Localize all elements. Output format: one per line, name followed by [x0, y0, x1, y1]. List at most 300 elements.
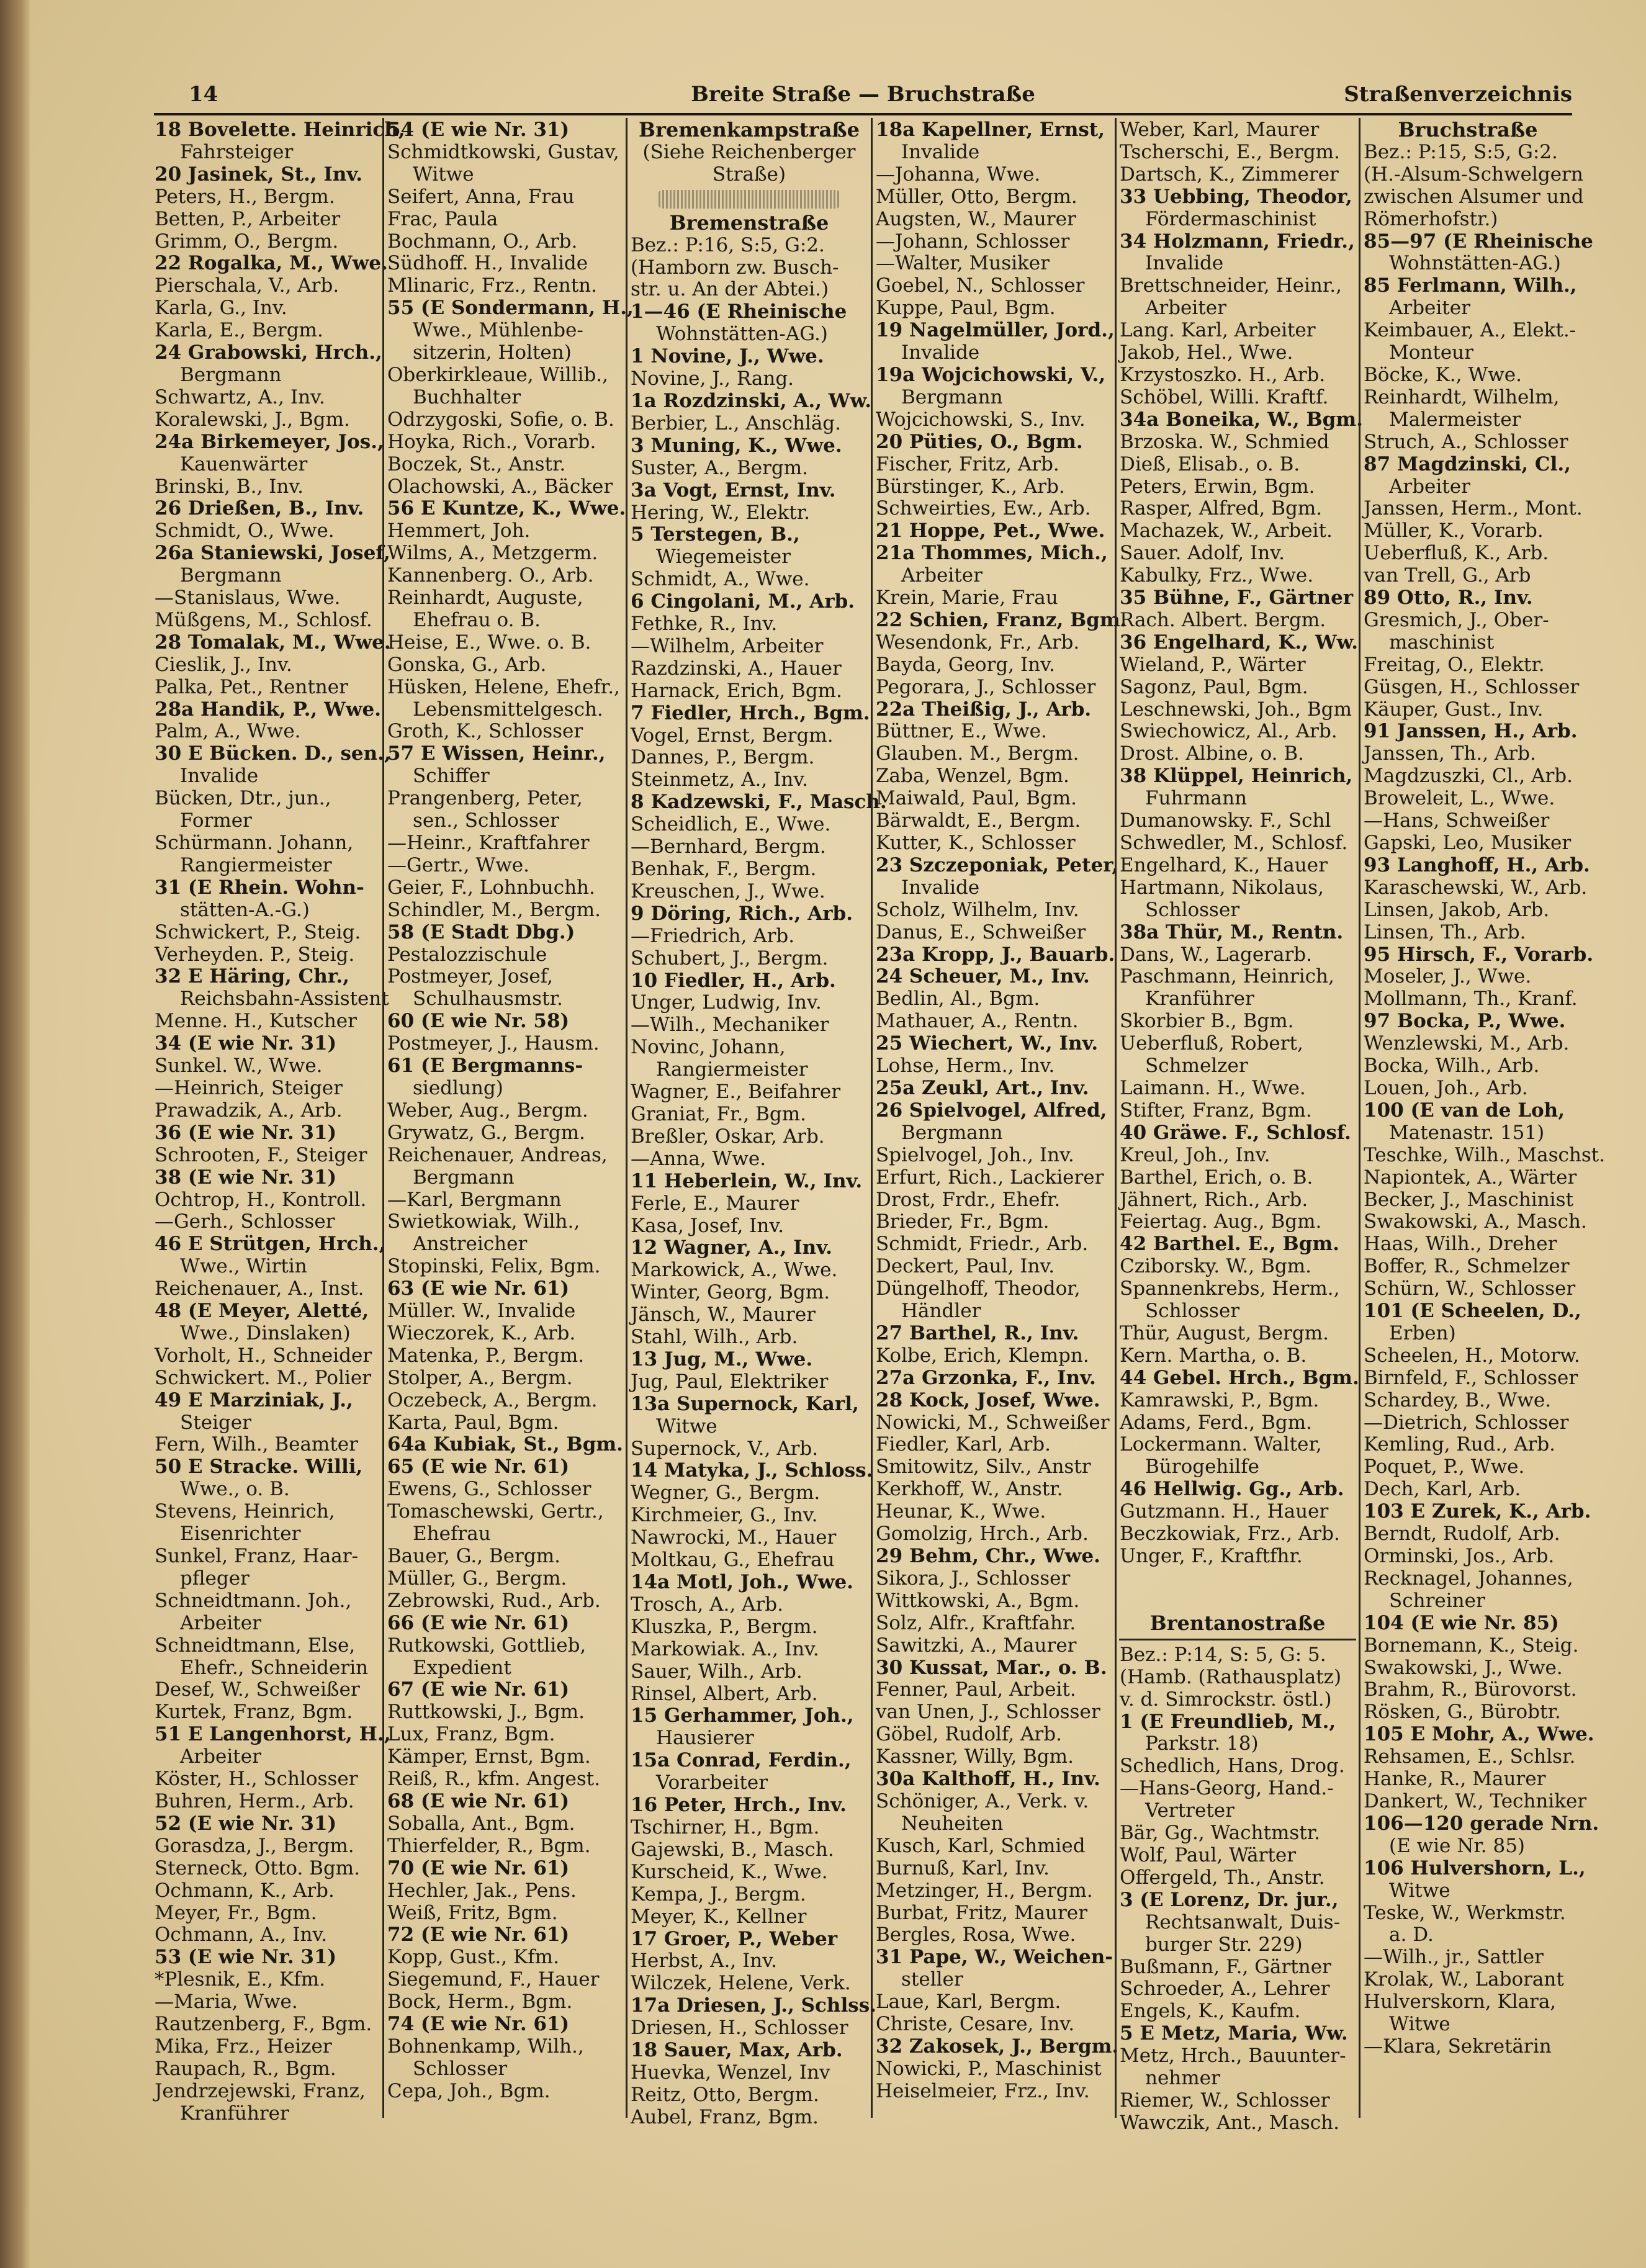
house-entry: 21a Thommes, Mich.,: [876, 542, 1108, 565]
resident-entry: Drost. Albine, o. B.: [1120, 742, 1304, 765]
resident-entry: Zebrowski, Rud., Arb.: [387, 1589, 601, 1612]
resident-entry: stätten-A.-G.): [180, 898, 310, 921]
resident-entry: Erfurt, Rich., Lackierer: [876, 1166, 1104, 1189]
resident-entry: Invalide: [901, 341, 980, 364]
resident-entry: Kranführer: [1145, 988, 1254, 1010]
house-entry: 30 E Bücken. D., sen.,: [155, 742, 391, 765]
house-entry: 87 Magdzinski, Cl.,: [1364, 452, 1571, 475]
resident-entry: Kusch, Karl, Schmied: [876, 1834, 1086, 1857]
resident-entry: Schardey, B., Wwe.: [1364, 1388, 1552, 1411]
resident-entry: Bedlin, Al., Bgm.: [876, 988, 1040, 1010]
resident-entry: Invalide: [1145, 252, 1224, 275]
resident-entry: Janssen, Herm., Mont.: [1364, 497, 1583, 520]
resident-entry: Danus, E., Schweißer: [876, 920, 1086, 943]
resident-entry: Desef, W., Schweißer: [155, 1678, 360, 1701]
resident-entry: Rehsamen, E., Schlsr.: [1364, 1745, 1576, 1768]
house-entry: 66 (E wie Nr. 61): [387, 1611, 570, 1634]
resident-entry: Engelhard, K., Hauer: [1120, 853, 1328, 876]
resident-entry: Teske, W., Werkmstr.: [1364, 1901, 1566, 1924]
house-entry: 52 (E wie Nr. 31): [155, 1812, 337, 1835]
house-entry: 85 Ferlmann, Wilh.,: [1364, 274, 1577, 297]
house-entry: 29 Behm, Chr., Wwe.: [876, 1545, 1100, 1567]
resident-entry: Gutzmann. H., Hauer: [1120, 1500, 1329, 1523]
resident-entry: Büttner, E., Wwe.: [876, 720, 1047, 743]
house-entry: 55 (E Sondermann, H.,: [387, 297, 634, 320]
resident-entry: Mathauer, A., Rentn.: [876, 1010, 1079, 1033]
resident-entry: Steiger: [180, 1411, 251, 1434]
resident-entry: Schneidtmann. Joh.,: [155, 1589, 352, 1612]
resident-entry: steller: [901, 1968, 963, 1991]
house-entry: 97 Bocka, P., Wwe.: [1364, 1010, 1566, 1033]
resident-entry: Rach. Albert. Bergm.: [1120, 608, 1326, 631]
resident-entry: Feiertag. Aug., Bgm.: [1120, 1210, 1322, 1233]
house-entry: 89 Otto, R., Inv.: [1364, 587, 1533, 610]
house-entry: 32 Zakosek, J., Bergm.: [876, 2035, 1119, 2058]
resident-entry: Ehefrau: [413, 1523, 491, 1546]
resident-entry: Bergmann: [901, 1121, 1003, 1144]
resident-entry: van Unen, J., Schlosser: [876, 1701, 1100, 1724]
resident-entry: Supernock, V., Arb.: [631, 1437, 819, 1460]
resident-entry: —Wilh., jr., Sattler: [1364, 1946, 1544, 1969]
resident-entry: Deckert, Paul, Inv.: [876, 1255, 1055, 1278]
resident-entry: burger Str. 229): [1145, 1933, 1303, 1956]
house-entry: 24a Birkemeyer, Jos.,: [155, 430, 384, 453]
resident-entry: Moltkau, G., Ehefrau: [631, 1549, 835, 1572]
house-entry: 8 Kadzewski, F., Masch.: [631, 791, 887, 814]
resident-entry: Aubel, Franz, Bgm.: [631, 2105, 819, 2128]
resident-entry: Jänsch, W., Maurer: [631, 1303, 816, 1326]
resident-entry: sen., Schlosser: [413, 809, 559, 832]
resident-entry: Stolper, A., Bergm.: [387, 1366, 573, 1389]
resident-entry: Käuper, Gust., Inv.: [1364, 698, 1544, 721]
resident-entry: —Johann, Schlosser: [876, 230, 1070, 253]
resident-entry: Buchhalter: [413, 385, 521, 408]
resident-entry: Wegner, G., Bergm.: [631, 1482, 821, 1505]
resident-entry: Müßgens, M., Schlosf.: [155, 608, 372, 631]
resident-entry: —Bernhard, Bergm.: [631, 835, 826, 858]
resident-entry: Herbst, A., Inv.: [631, 1950, 777, 1973]
house-entry: 24 Scheuer, M., Inv.: [876, 965, 1090, 988]
resident-entry: Bergmann: [180, 363, 282, 386]
resident-entry: Schulhausmstr.: [413, 988, 563, 1010]
resident-entry: Fethke, R., Inv.: [631, 613, 778, 636]
house-entry: 34a Boneika, W., Bgm.: [1120, 408, 1363, 431]
resident-entry: Expedient: [413, 1656, 511, 1679]
house-entry: 42 Barthel. E., Bgm.: [1120, 1233, 1339, 1256]
resident-entry: Hausierer: [656, 1727, 754, 1750]
resident-entry: Bocka, Wilh., Arb.: [1364, 1055, 1540, 1078]
house-entry: 63 (E wie Nr. 61): [387, 1277, 570, 1300]
resident-entry: Drost, Frdr., Ehefr.: [876, 1188, 1061, 1211]
resident-entry: Ruttkowski, J., Bgm.: [387, 1701, 585, 1724]
house-entry: 50 E Stracke. Willi,: [155, 1456, 363, 1478]
resident-entry: Ueberfluß, Robert,: [1120, 1032, 1303, 1055]
house-entry: 1—46 (E Rheinische: [631, 300, 847, 323]
resident-entry: Spielvogel, Joh., Inv.: [876, 1143, 1074, 1166]
resident-entry: Wohnstätten-AG.): [656, 323, 828, 346]
resident-entry: Sauer. Adolf, Inv.: [1120, 542, 1285, 565]
resident-entry: Reitz, Otto, Bergm.: [631, 2083, 819, 2106]
resident-entry: Boffer, R., Schmelzer: [1364, 1255, 1570, 1278]
resident-entry: —Gertr., Wwe.: [387, 853, 529, 876]
resident-entry: —Wilhelm, Arbeiter: [631, 634, 824, 657]
resident-entry: Dieß, Elisab., o. B.: [1120, 452, 1300, 475]
house-entry: 26 Drießen, B., Inv.: [155, 497, 364, 520]
resident-entry: Palm, A., Wwe.: [155, 720, 301, 743]
resident-entry: Scheelen, H., Motorw.: [1364, 1344, 1580, 1367]
resident-entry: Schneidtmann, Else,: [155, 1634, 356, 1657]
resident-entry: Stifter, Franz, Bgm.: [1120, 1099, 1312, 1122]
resident-entry: Wolf, Paul, Wärter: [1120, 1843, 1297, 1866]
resident-entry: Kurtek, Franz, Bgm.: [155, 1701, 353, 1724]
resident-entry: Swakowski, A., Masch.: [1364, 1210, 1587, 1233]
house-entry: 5 E Metz, Maria, Ww.: [1120, 2022, 1348, 2045]
resident-entry: Raupach, R., Bgm.: [155, 2057, 336, 2080]
resident-entry: Tschirner, H., Bgm.: [631, 1816, 820, 1838]
resident-entry: pfleger: [180, 1567, 250, 1590]
resident-entry: Reichsbahn-Assistent: [180, 988, 389, 1010]
resident-entry: Spannenkrebs, Herm.,: [1120, 1277, 1340, 1300]
resident-entry: Solz, Alfr., Kraftfahr.: [876, 1611, 1076, 1634]
house-entry: 100 (E van de Loh,: [1364, 1099, 1565, 1122]
resident-entry: Arbeiter: [180, 1611, 261, 1634]
house-entry: 28a Handik, P., Wwe.: [155, 698, 382, 721]
resident-entry: Schwedler, M., Schlosf.: [1120, 832, 1348, 854]
resident-entry: str. u. An der Abtei.): [631, 278, 829, 301]
resident-entry: Gajewski, B., Masch.: [631, 1838, 834, 1861]
house-entry: 1 Novine, J., Wwe.: [631, 345, 824, 368]
house-entry: 20 Jasinek, St., Inv.: [155, 163, 363, 186]
resident-entry: Gapski, Leo, Musiker: [1364, 832, 1572, 854]
resident-entry: Grimm, O., Bergm.: [155, 230, 339, 253]
resident-entry: Janssen, Th., Arb.: [1364, 742, 1536, 765]
house-entry: 38 (E wie Nr. 31): [155, 1166, 337, 1189]
resident-entry: Unger, F., Kraftfhr.: [1120, 1545, 1303, 1567]
resident-entry: Pierschala, V., Arb.: [155, 274, 340, 297]
resident-entry: Lang. Karl, Arbeiter: [1120, 319, 1316, 342]
resident-entry: Weiß, Fritz, Bgm.: [387, 1901, 558, 1924]
resident-entry: Becker, J., Maschinist: [1364, 1188, 1573, 1211]
resident-entry: Müller. W., Invalide: [387, 1300, 576, 1323]
resident-entry: Driesen, H., Schlosser: [631, 2017, 848, 2040]
resident-entry: —Karl, Bergmann: [387, 1188, 562, 1211]
resident-entry: Sunkel, Franz, Haar-: [155, 1545, 359, 1567]
resident-entry: Metzinger, H., Bergm.: [876, 1879, 1093, 1902]
resident-entry: Hanke, R., Maurer: [1364, 1768, 1546, 1791]
resident-entry: Skorbier B., Bgm.: [1120, 1010, 1294, 1033]
resident-entry: Metz, Hrch., Bauunter-: [1120, 2045, 1346, 2068]
resident-entry: Müller, K., Vorarb.: [1364, 520, 1544, 542]
resident-entry: Schedlich, Hans, Drog.: [1120, 1755, 1345, 1778]
house-entry: 16 Peter, Hrch., Inv.: [631, 1794, 847, 1817]
resident-entry: Kasa, Josef, Inv.: [631, 1214, 785, 1237]
resident-entry: Nowicki, M., Schweißer: [876, 1411, 1110, 1434]
resident-entry: Invalide: [901, 140, 980, 163]
house-entry: 68 (E wie Nr. 61): [387, 1789, 570, 1812]
resident-entry: Fischer, Fritz, Arb.: [876, 452, 1059, 475]
house-entry: 56 E Kuntze, K., Wwe.: [387, 497, 626, 520]
resident-entry: Winter, Georg, Bgm.: [631, 1281, 830, 1304]
resident-entry: Pegorara, J., Schlosser: [876, 675, 1096, 698]
resident-entry: Karla, E., Bergm.: [155, 319, 323, 342]
resident-entry: Schubert, J., Bergm.: [631, 947, 829, 970]
resident-entry: Sikora, J., Schlosser: [876, 1567, 1071, 1590]
resident-entry: Cziborsky. W., Bgm.: [1120, 1255, 1311, 1278]
page-number: 14: [189, 82, 218, 107]
house-entry: 103 E Zurek, K., Arb.: [1364, 1500, 1591, 1523]
resident-entry: Betten, P., Arbeiter: [155, 207, 341, 230]
resident-entry: —Hans-Georg, Hand.-: [1120, 1777, 1334, 1800]
resident-entry: Trosch, A., Arb.: [631, 1593, 783, 1616]
resident-entry: Krolak, W., Laborant: [1364, 1968, 1564, 1991]
resident-entry: —Stanislaus, Wwe.: [155, 587, 341, 610]
house-entry: 22a Theißig, J., Arb.: [876, 698, 1092, 721]
resident-entry: Hemmert, Joh.: [387, 520, 531, 542]
resident-entry: Schürmann. Johann,: [155, 832, 354, 854]
resident-entry: Witwe: [656, 1415, 717, 1438]
resident-entry: Dannes, P., Bergm.: [631, 746, 815, 769]
resident-entry: Rautzenberg, F., Bgm.: [155, 2013, 372, 2036]
resident-entry: Köster, H., Schlosser: [155, 1768, 358, 1791]
resident-entry: Kreuschen, J., Wwe.: [631, 880, 825, 902]
resident-entry: Former: [180, 809, 252, 832]
resident-entry: Recknagel, Johannes,: [1364, 1567, 1573, 1590]
resident-entry: sitzerin, Holten): [413, 341, 572, 364]
resident-entry: Böcke, K., Wwe.: [1364, 363, 1522, 386]
resident-entry: Südhoff. H., Invalide: [387, 252, 588, 275]
resident-entry: Matenka, P., Bergm.: [387, 1344, 585, 1367]
house-entry: 14 Matyka, J., Schloss.: [631, 1459, 873, 1482]
resident-entry: Unger, Ludwig, Inv.: [631, 991, 822, 1014]
resident-entry: Kuppe, Paul, Bgm.: [876, 297, 1056, 320]
resident-entry: Birnfeld, F., Schlosser: [1364, 1366, 1578, 1389]
resident-entry: Invalide: [180, 765, 259, 788]
house-entry: 67 (E wie Nr. 61): [387, 1678, 570, 1701]
resident-entry: Kurscheid, K., Wwe.: [631, 1860, 828, 1883]
resident-entry: Kassner, Willy, Bgm.: [876, 1745, 1074, 1768]
resident-entry: Karla, G., Inv.: [155, 297, 287, 320]
resident-entry: Anstreicher: [413, 1233, 528, 1256]
house-entry: 46 Hellwig. Gg., Arb.: [1120, 1478, 1344, 1501]
resident-entry: a. D.: [1389, 1924, 1434, 1946]
resident-entry: Prangenberg, Peter,: [387, 787, 583, 810]
resident-entry: Poquet, P., Wwe.: [1364, 1456, 1525, 1478]
resident-entry: Freitag, O., Elektr.: [1364, 653, 1545, 676]
resident-entry: Verheyden. P., Steig.: [155, 943, 355, 966]
resident-entry: Bär, Gg., Wachtmstr.: [1120, 1822, 1321, 1845]
resident-entry: Dumanowsky. F., Schl: [1120, 809, 1331, 832]
resident-entry: —Dietrich, Schlosser: [1364, 1411, 1569, 1434]
house-entry: 53 (E wie Nr. 31): [155, 1946, 337, 1969]
house-entry: 14a Motl, Joh., Wwe.: [631, 1571, 853, 1593]
resident-entry: Wenzlewski, M., Arb.: [1364, 1032, 1570, 1055]
resident-entry: Bayda, Georg, Inv.: [876, 653, 1055, 676]
house-entry: 12 Wagner, A., Inv.: [631, 1236, 832, 1259]
resident-entry: Swakowski, J., Wwe.: [1364, 1656, 1563, 1679]
resident-entry: Kranführer: [180, 2102, 289, 2125]
resident-entry: *Plesnik, E., Kfm.: [155, 1968, 325, 1991]
resident-entry: Schmidt, A., Wwe.: [631, 568, 810, 591]
resident-entry: Schwartz, A., Inv.: [155, 385, 325, 408]
resident-entry: Vorholt, H., Schneider: [155, 1344, 372, 1367]
resident-entry: Swietkowiak, Wilh.,: [387, 1210, 580, 1233]
resident-entry: Wwe., Wirtin: [180, 1255, 307, 1278]
house-entry: 57 E Wissen, Heinr.,: [387, 742, 606, 765]
street-heading: Brentanostraße: [1149, 1611, 1326, 1635]
resident-entry: Burnuß, Karl, Inv.: [876, 1856, 1050, 1879]
resident-entry: Kern. Martha, o. B.: [1120, 1344, 1307, 1367]
spacer: [1117, 1590, 1359, 1613]
resident-entry: Schwickert, P., Steig.: [155, 920, 361, 943]
house-entry: 31 (E Rhein. Wohn-: [155, 876, 364, 899]
resident-entry: Arbeiter: [901, 564, 983, 587]
resident-entry: v. d. Simrockstr. östl.): [1120, 1688, 1332, 1711]
resident-entry: Sawitzki, A., Maurer: [876, 1634, 1077, 1657]
resident-entry: Seifert, Anna, Frau: [387, 185, 575, 208]
house-entry: 70 (E wie Nr. 61): [387, 1856, 570, 1879]
resident-entry: Schiffer: [413, 765, 490, 788]
resident-entry: Kamrawski, P., Bgm.: [1120, 1388, 1320, 1411]
resident-entry: Sagonz, Paul, Bgm.: [1120, 675, 1308, 698]
house-entry: 35 Bühne, F., Gärtner: [1120, 587, 1354, 610]
resident-entry: Wiegemeister: [656, 546, 791, 569]
house-entry: 3 (E Lorenz, Dr. jur.,: [1120, 1888, 1339, 1911]
resident-entry: Ferle, E., Maurer: [631, 1192, 799, 1215]
resident-entry: Erben): [1389, 1321, 1456, 1344]
house-entry: 33 Uebbing, Theodor,: [1120, 185, 1352, 208]
resident-entry: Novine, J., Rang.: [631, 367, 794, 390]
resident-entry: Düngelhoff, Theodor,: [876, 1277, 1081, 1300]
resident-entry: —Friedrich, Arb.: [631, 924, 795, 947]
resident-entry: Mlinaric, Frz., Rentn.: [387, 274, 597, 297]
resident-entry: Bergmann: [180, 564, 282, 587]
house-entry: 48 (E Meyer, Aletté,: [155, 1300, 369, 1323]
house-entry: 19a Wojcichowski, V.,: [876, 363, 1106, 386]
resident-entry: Müller, G., Bergm.: [387, 1567, 567, 1590]
resident-entry: (Hamb. (Rathausplatz): [1120, 1665, 1342, 1688]
resident-entry: Heiselmeier, Frz., Inv.: [876, 2079, 1090, 2102]
resident-entry: —Maria, Wwe.: [155, 1991, 298, 2014]
resident-entry: Jakob, Hel., Wwe.: [1120, 341, 1293, 364]
resident-entry: Arbeiter: [180, 1745, 261, 1768]
resident-entry: Laimann. H., Wwe.: [1120, 1076, 1306, 1099]
resident-entry: Linsen, Th., Arb.: [1364, 920, 1526, 943]
resident-entry: Bärwaldt, E., Bergm.: [876, 809, 1081, 832]
resident-entry: Linsen, Jakob, Arb.: [1364, 898, 1550, 921]
resident-entry: Schlosser: [413, 2057, 508, 2080]
resident-entry: Bürogehilfe: [1145, 1456, 1260, 1478]
resident-entry: maschinist: [1389, 631, 1495, 654]
resident-entry: Markowiak. A., Inv.: [631, 1637, 819, 1660]
resident-entry: Witwe: [413, 163, 474, 186]
resident-entry: Bergles, Rosa, Wwe.: [876, 1924, 1076, 1946]
resident-entry: Riemer, W., Schlosser: [1120, 2089, 1330, 2112]
resident-entry: Schweirties, Ew., Arb.: [876, 497, 1091, 520]
resident-entry: Bergmann: [901, 385, 1003, 408]
resident-entry: Reiß, R., kfm. Angest.: [387, 1768, 601, 1791]
resident-entry: (H.-Alsum-Schwelgern: [1364, 163, 1583, 186]
resident-entry: Kopp, Gust., Kfm.: [387, 1946, 559, 1969]
resident-entry: Fern, Wilh., Beamter: [155, 1433, 358, 1456]
resident-entry: Hulverskorn, Klara,: [1364, 1991, 1557, 2014]
resident-entry: Markowick, A., Wwe.: [631, 1259, 838, 1282]
resident-entry: Huevka, Wenzel, Inv: [631, 2061, 830, 2084]
resident-entry: Orminski, Jos., Arb.: [1364, 1545, 1555, 1567]
resident-entry: Hechler, Jak., Pens.: [387, 1879, 577, 1902]
resident-entry: Menne. H., Kutscher: [155, 1010, 357, 1033]
resident-entry: Sunkel. W., Wwe.: [155, 1055, 323, 1078]
resident-entry: Paschmann, Heinrich,: [1120, 965, 1334, 988]
resident-entry: Groth, K., Schlosser: [387, 720, 583, 743]
resident-entry: Weber, Karl, Maurer: [1120, 119, 1320, 141]
resident-entry: Schindler, M., Bergm.: [387, 898, 601, 921]
resident-entry: zwischen Alsumer und: [1364, 185, 1584, 208]
resident-entry: Wilczek, Helene, Verk.: [631, 1972, 851, 1995]
resident-entry: Fahrsteiger: [180, 140, 294, 163]
house-entry: 18 Sauer, Max, Arb.: [631, 2039, 843, 2062]
house-entry: 27 Barthel, R., Inv.: [876, 1321, 1079, 1344]
house-entry: 25 Wiechert, W., Inv.: [876, 1032, 1099, 1055]
resident-entry: Kirchmeier, G., Inv.: [631, 1504, 818, 1527]
resident-entry: Vorarbeiter: [656, 1771, 768, 1794]
resident-entry: Kutter, K., Schlosser: [876, 832, 1076, 854]
resident-entry: Wohnstätten-AG.): [1389, 252, 1561, 275]
resident-entry: Burbat, Fritz, Maurer: [876, 1901, 1087, 1924]
resident-entry: Müller, Otto, Bergm.: [876, 185, 1077, 208]
resident-entry: Hüsken, Helene, Ehefr.,: [387, 675, 620, 698]
resident-entry: Heunar, K., Wwe.: [876, 1500, 1046, 1523]
resident-entry: Pestalozzischule: [387, 943, 547, 966]
resident-entry: Fenner, Paul, Arbeit.: [876, 1678, 1076, 1701]
resident-entry: Wagner, E., Beifahrer: [631, 1081, 841, 1104]
resident-entry: Broweleit, L., Wwe.: [1364, 787, 1555, 810]
resident-entry: Stahl, Wilh., Arb.: [631, 1326, 798, 1349]
house-entry: 91 Janssen, H., Arb.: [1364, 720, 1578, 743]
resident-entry: Prawadzik, A., Arb.: [155, 1099, 343, 1122]
resident-entry: Parkstr. 18): [1145, 1732, 1259, 1755]
resident-entry: Beczkowiak, Frz., Arb.: [1120, 1523, 1340, 1546]
resident-entry: Dartsch, K., Zimmerer: [1120, 163, 1339, 186]
resident-entry: Fuhrmann: [1145, 787, 1248, 810]
house-entry: 54 (E wie Nr. 31): [387, 119, 570, 141]
resident-entry: Rangiermeister: [656, 1058, 808, 1081]
resident-entry: Jug, Paul, Elektriker: [631, 1370, 829, 1393]
resident-entry: Gonska, G., Arb.: [387, 653, 547, 676]
resident-entry: Bock, Herm., Bgm.: [387, 1991, 573, 2014]
resident-entry: Bez.: P:16, S:5, G:2.: [631, 233, 825, 256]
resident-entry: Berndt, Rudolf, Arb.: [1364, 1523, 1560, 1546]
resident-entry: Gomolzig, Hrch., Arb.: [876, 1523, 1089, 1546]
resident-entry: Tomaschewski, Gertr.,: [387, 1500, 604, 1523]
resident-entry: Bez.: P:15, S:5, G:2.: [1364, 140, 1558, 163]
resident-entry: Hartmann, Nikolaus,: [1120, 876, 1324, 899]
resident-entry: Meyer, Fr., Bgm.: [155, 1901, 317, 1924]
house-entry: 31 Pape, W., Weichen-: [876, 1946, 1113, 1969]
resident-entry: Bochmann, O., Arb.: [387, 230, 578, 253]
house-entry: 49 E Marziniak, J.,: [155, 1388, 353, 1411]
resident-entry: Grywatz, G., Bergm.: [387, 1121, 585, 1144]
resident-entry: Mika, Frz., Heizer: [155, 2035, 332, 2058]
resident-entry: Graniat, Fr., Bgm.: [631, 1102, 806, 1125]
resident-entry: Siegemund, F., Hauer: [387, 1968, 600, 1991]
house-entry: 106—120 gerade Nrn.: [1364, 1812, 1599, 1835]
house-entry: 28 Kock, Josef, Wwe.: [876, 1388, 1100, 1411]
resident-entry: Ochtrop, H., Kontroll.: [155, 1188, 367, 1211]
house-entry: 9 Döring, Rich., Arb.: [631, 902, 853, 925]
house-entry: 18a Kapellner, Ernst,: [876, 119, 1105, 141]
resident-entry: Wwe., Mühlenbe-: [413, 319, 583, 342]
resident-entry: Schrooten, F., Steiger: [155, 1143, 367, 1166]
